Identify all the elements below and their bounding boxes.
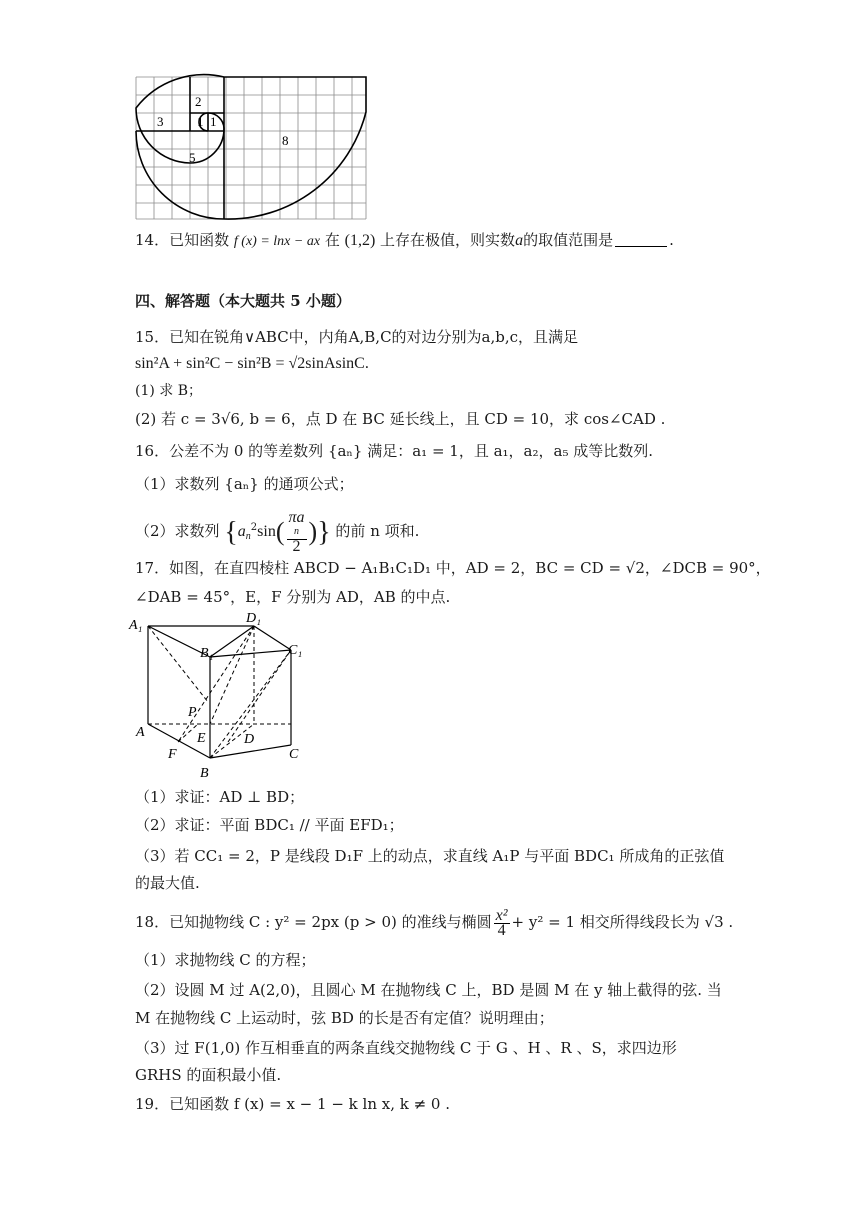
question-18-stem: 18．已知抛物线 C : y² = 2px (p > 0) 的准线与椭圆 $\frac{\text{x²}}{4}$ + y² = 1 相交所得线段长为 √3 .: [135, 906, 734, 939]
label-A1: A₁: [129, 618, 143, 633]
label-C1: C₁: [288, 643, 303, 658]
question-15-part-2: (2) 若 c = 3√6, b = 6，点 D 在 BC 延长线上，且 CD = 10，求 cos∠CAD .: [135, 410, 666, 428]
spiral-label-3: 3: [157, 114, 164, 129]
spiral-label-2: 2: [195, 94, 202, 109]
question-16-part-2: （2）求数列 {$a_n^2\sin$( πa n 2 )} 的前 n 项和.: [135, 508, 420, 555]
label-E: E: [197, 731, 206, 746]
question-17-stem-2: ∠DAB = 45°，E，F 分别为 AD，AB 的中点.: [135, 588, 451, 606]
question-18-part-2-cont: M 在抛物线 C 上运动时，弦 BD 的长是否有定值？说明理由；: [135, 1009, 554, 1027]
question-15-stem: 15．已知在锐角∨ABC中，内角A,B,C的对边分别为a,b,c，且满足: [135, 328, 579, 346]
fibonacci-spiral-figure: [133, 72, 373, 222]
spiral-label-8: 8: [282, 133, 289, 148]
label-C: C: [289, 747, 299, 762]
label-F: F: [168, 747, 177, 762]
question-18-part-3: （3）过 F(1,0) 作互相垂直的两条直线交抛物线 C 于 G 、H 、R 、S，求四边形: [135, 1039, 677, 1057]
question-17-part-1: （1）求证：AD ⊥ BD；: [135, 788, 305, 806]
section-heading: 四、解答题（本大题共 5 小题）: [135, 292, 351, 310]
question-17-part-3-cont: 的最大值.: [135, 874, 200, 892]
spiral-label-5: 5: [189, 150, 196, 165]
question-16-stem: 16．公差不为 0 的等差数列 {aₙ} 满足：a₁ = 1，且 a₁，a₂，a₅ 成等比数列.: [135, 442, 654, 460]
question-19-stem: 19．已知函数 f (x) = x − 1 − k ln x, k ≠ 0 .: [135, 1095, 451, 1113]
question-18-part-2: （2）设圆 M 过 A(2,0)，且圆心 M 在抛物线 C 上，BD 是圆 M 在 y 轴上截得的弦. 当: [135, 981, 722, 999]
question-18-part-3-cont: GRHS 的面积最小值.: [135, 1066, 282, 1084]
label-D: D: [244, 732, 255, 747]
question-16-part-1: （1）求数列 {aₙ} 的通项公式；: [135, 475, 354, 493]
label-A: A: [136, 725, 145, 740]
label-D1: D₁: [246, 612, 261, 626]
label-B1: B₁: [200, 646, 214, 661]
question-14: 14．已知函数 f (x) = lnx − ax 在 (1,2) 上存在极值，则实数a的取值范围是 .: [135, 231, 674, 249]
question-15-part-1: (1) 求 B；: [135, 383, 203, 399]
spiral-label-1b: 1: [210, 114, 217, 129]
sequence-expression: {: [224, 517, 238, 548]
answer-blank: [615, 232, 667, 247]
question-17-part-2: （2）求证：平面 BDC₁ // 平面 EFD₁；: [135, 816, 404, 834]
question-17-stem: 17．如图，在直四棱柱 ABCD − A₁B₁C₁D₁ 中，AD = 2，BC = CD = √2，∠DCB = 90°，: [135, 559, 771, 577]
spiral-label-1a: 1: [197, 114, 204, 129]
question-17-part-3: （3）若 CC₁ = 2，P 是线段 D₁F 上的动点，求直线 A₁P 与平面 BDC₁ 所成角的正弦值: [135, 847, 725, 865]
prism-figure: [128, 612, 308, 782]
label-P: P: [188, 705, 197, 720]
question-15-equation: sin²A + sin²C − sin²B = √2sinAsinC.: [135, 355, 369, 372]
label-B: B: [200, 766, 209, 781]
question-18-part-1: （1）求抛物线 C 的方程；: [135, 951, 316, 969]
